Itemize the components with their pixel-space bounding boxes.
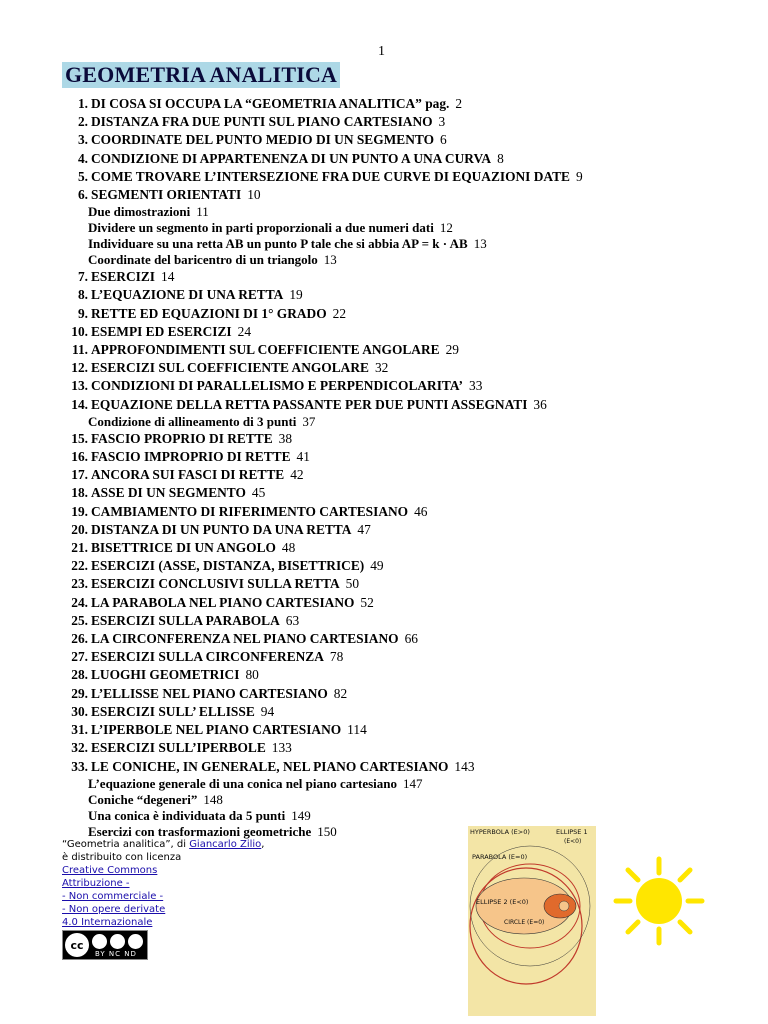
toc-entry-page: 50 xyxy=(345,576,360,592)
toc-entry-title: COORDINATE DEL PUNTO MEDIO DI UN SEGMENTO xyxy=(91,132,434,148)
toc-entry-page: 41 xyxy=(296,449,310,465)
toc-entry-page: 48 xyxy=(281,540,296,556)
toc-entry-title: CONDIZIONI DI PARALLELISMO E PERPENDICOLARITA’ xyxy=(91,378,463,394)
by-icon xyxy=(92,934,107,949)
license-link-international[interactable]: 4.0 Internazionale xyxy=(62,917,153,928)
toc-entry-title: SEGMENTI ORIENTATI xyxy=(91,187,242,203)
conic-sections-figure xyxy=(468,826,596,1016)
toc-entry-title: ESERCIZI SULL’IPERBOLE xyxy=(91,740,266,756)
label-ellipse1: ELLIPSE 1 xyxy=(556,828,588,836)
toc-entry-number: 22. xyxy=(71,558,88,574)
toc-entry-page: 49 xyxy=(370,558,384,574)
toc-entry-number: 29. xyxy=(71,685,88,701)
toc-entry-title: APPROFONDIMENTI SUL COEFFICIENTE ANGOLARE xyxy=(91,342,440,358)
toc-entry-number: 10. xyxy=(71,323,88,339)
toc-entry-number: 18. xyxy=(71,485,88,501)
toc-entry-number: 24. xyxy=(71,594,88,610)
label-ellipse2: ELLIPSE 2 (E<0) xyxy=(476,898,529,906)
toc-entry xyxy=(66,396,756,414)
toc-entry-page: 9 xyxy=(575,168,583,184)
toc-entry-number: 5. xyxy=(77,168,88,184)
toc-entry-title: ASSE DI UN SEGMENTO xyxy=(91,485,246,501)
toc-entry-number: 16. xyxy=(71,449,88,465)
toc-entry xyxy=(66,430,756,448)
toc-entry-number: 13. xyxy=(71,378,88,394)
toc-entry-page: 2 xyxy=(455,96,463,111)
toc-entry-page: 22 xyxy=(332,305,347,321)
toc-entry xyxy=(66,286,756,304)
license-distribution-text: è distribuito con licenza xyxy=(62,852,182,863)
toc-subentry-title: Una conica è individuata da 5 punti xyxy=(88,807,286,823)
toc-entry-title: FASCIO IMPROPRIO DI RETTE xyxy=(91,449,291,465)
toc-entry-title: LUOGHI GEOMETRICI xyxy=(91,667,240,683)
toc-subentry xyxy=(66,414,756,430)
toc-entry xyxy=(66,113,756,131)
toc-entry-number: 3. xyxy=(77,132,88,148)
toc-entry-title: CAMBIAMENTO DI RIFERIMENTO CARTESIANO xyxy=(91,503,409,519)
sun-icon xyxy=(612,855,706,947)
toc-entry-number: 28. xyxy=(71,667,88,683)
toc-entry-number: 4. xyxy=(77,150,88,166)
license-link-attribution[interactable]: Attribuzione - xyxy=(62,878,130,889)
toc-entry-page: 133 xyxy=(271,740,292,756)
toc-entry-page: 3 xyxy=(438,114,446,130)
label-ellipse1-cond: (E<0) xyxy=(564,838,582,845)
toc-subentry xyxy=(66,776,756,792)
toc-entry xyxy=(66,539,756,557)
toc-entry-title: BISETTRICE DI UN ANGOLO xyxy=(91,540,276,556)
toc-entry-number: 11. xyxy=(72,342,88,358)
toc-subentry xyxy=(66,792,756,808)
toc-entry xyxy=(66,503,756,521)
toc-entry-page: 14 xyxy=(161,269,175,285)
toc-subentry xyxy=(66,236,756,252)
author-link[interactable]: Giancarlo Zilio xyxy=(189,839,262,850)
toc-entry-page: 24 xyxy=(237,323,252,339)
toc-entry xyxy=(66,466,756,484)
toc-subentry-title: Dividere un segmento in parti proporzionali a due numeri dati xyxy=(88,220,434,236)
toc-subentry-title: Coniche “degeneri” xyxy=(88,791,198,807)
toc-entry-page: 38 xyxy=(278,430,293,446)
toc-entry xyxy=(66,721,756,739)
toc-subentry-page: 149 xyxy=(291,807,311,823)
toc-entry-number: 8. xyxy=(77,287,88,303)
toc-entry-page: 78 xyxy=(329,649,344,665)
toc-subentry xyxy=(66,220,756,236)
toc-entry-number: 31. xyxy=(71,722,88,738)
toc-subentry-title: Condizione di allineamento di 3 punti xyxy=(88,413,297,429)
toc-entry xyxy=(66,484,756,502)
toc-entry-page: 66 xyxy=(404,631,418,647)
toc-subentry-page: 13 xyxy=(473,236,487,252)
toc-entry-number: 21. xyxy=(71,540,88,556)
toc-entry xyxy=(66,612,756,630)
toc-subentry-title: Due dimostrazioni xyxy=(88,204,191,220)
toc-entry-title: ESERCIZI SULL’ ELLISSE xyxy=(91,703,255,719)
toc-entry-number: 14. xyxy=(71,396,88,412)
toc-entry-title: EQUAZIONE DELLA RETTA PASSANTE PER DUE PUNTI ASSEGNATI xyxy=(91,396,528,412)
toc-entry-title: L’ELLISSE NEL PIANO CARTESIANO xyxy=(91,685,328,701)
toc-entry-title: ESEMPI ED ESERCIZI xyxy=(91,323,232,339)
toc-entry-page: 10 xyxy=(247,187,261,203)
cc-badge-text: BY NC ND xyxy=(95,950,137,958)
toc-entry-page: 52 xyxy=(360,594,374,610)
toc-entry-page: 36 xyxy=(533,396,547,412)
toc-entry-title: ESERCIZI CONCLUSIVI SULLA RETTA xyxy=(91,576,340,592)
license-link-noderivatives[interactable]: - Non opere derivate xyxy=(62,904,166,915)
toc-entry-number: 20. xyxy=(71,521,88,537)
label-circle: CIRCLE (E=0) xyxy=(504,919,545,926)
cc-license-badge[interactable] xyxy=(62,930,148,960)
cc-logo-icon: cc xyxy=(65,933,89,957)
toc-entry-number: 2. xyxy=(77,114,88,130)
toc-entry xyxy=(66,186,756,204)
toc-entry-title: CONDIZIONE DI APPARTENENZA DI UN PUNTO A UNA CURVA xyxy=(91,150,492,166)
toc-entry-page: 82 xyxy=(333,685,348,701)
toc-entry-title: ESERCIZI SULLA PARABOLA xyxy=(91,612,280,628)
toc-subentry-page: 148 xyxy=(203,791,223,807)
toc-entry-title: DISTANZA DI UN PUNTO DA UNA RETTA xyxy=(91,521,352,537)
toc-entry-number: 27. xyxy=(71,649,88,665)
toc-entry-number: 12. xyxy=(71,360,88,376)
toc-entry xyxy=(66,305,756,323)
toc-entry-title: LE CONICHE, IN GENERALE, NEL PIANO CARTESIANO xyxy=(91,758,449,774)
nd-icon xyxy=(128,934,143,949)
toc-entry xyxy=(66,630,756,648)
license-link-creative-commons[interactable]: Creative Commons xyxy=(62,865,158,876)
toc-entry-page: 42 xyxy=(290,467,304,483)
label-parabola: PARABOLA (E=0) xyxy=(472,853,528,861)
toc-entry xyxy=(66,685,756,703)
toc-entry-number: 32. xyxy=(71,740,88,756)
toc-subentry-title: L’equazione generale di una conica nel piano cartesiano xyxy=(88,775,397,791)
toc-subentry xyxy=(66,204,756,220)
toc-entry xyxy=(66,359,756,377)
license-work-title: “Geometria analitica”, di xyxy=(62,839,190,850)
toc-entry xyxy=(66,594,756,612)
toc-entry xyxy=(66,131,756,149)
toc-entry xyxy=(66,448,756,466)
toc-entry xyxy=(66,95,756,113)
toc-entry-page: 114 xyxy=(347,722,367,738)
toc-subentry-page: 147 xyxy=(403,775,423,791)
label-hyperbola: HYPERBOLA (E>0) xyxy=(470,828,530,836)
toc-subentry-page: 13 xyxy=(323,252,337,268)
toc-entry-page: 45 xyxy=(251,485,266,501)
toc-entry xyxy=(66,557,756,575)
toc-entry-title: ESERCIZI xyxy=(91,269,156,285)
toc-entry-number: 19. xyxy=(71,503,88,519)
toc-entry-number: 6. xyxy=(77,187,88,203)
toc-entry xyxy=(66,168,756,186)
toc-entry-title: ESERCIZI SULLA CIRCONFERENZA xyxy=(91,649,324,665)
document-title: GEOMETRIA ANALITICA xyxy=(62,62,340,88)
toc-entry-title: L’EQUAZIONE DI UNA RETTA xyxy=(91,287,284,303)
toc-entry-title: RETTE ED EQUAZIONI DI 1° GRADO xyxy=(91,305,327,321)
license-notice xyxy=(62,838,264,929)
toc-entry-page: 63 xyxy=(285,612,300,628)
toc-subentry-page: 150 xyxy=(317,823,337,839)
circle-shape xyxy=(559,901,569,911)
toc-entry-title: DISTANZA FRA DUE PUNTI SUL PIANO CARTESIANO xyxy=(91,114,433,130)
toc-entry xyxy=(66,521,756,539)
toc-entry-number: 33. xyxy=(71,758,88,774)
license-link-noncommercial[interactable]: - Non commerciale - xyxy=(62,891,164,902)
toc-subentry-page: 37 xyxy=(302,413,316,429)
toc-entry xyxy=(66,575,756,593)
toc-entry-page: 19 xyxy=(289,287,303,303)
toc-entry-title: ESERCIZI (ASSE, DISTANZA, BISETTRICE) xyxy=(91,558,365,574)
toc-entry-number: 1. xyxy=(77,96,88,111)
toc-entry-title: LA CIRCONFERENZA NEL PIANO CARTESIANO xyxy=(91,631,399,647)
toc-subentry xyxy=(66,808,756,824)
toc-entry xyxy=(66,268,756,286)
toc-entry-title: COME TROVARE L’INTERSEZIONE FRA DUE CURVE DI EQUAZIONI DATE xyxy=(91,168,570,184)
toc-entry-title: LA PARABOLA NEL PIANO CARTESIANO xyxy=(91,594,355,610)
toc-entry xyxy=(66,703,756,721)
toc-entry-title: ESERCIZI SUL COEFFICIENTE ANGOLARE xyxy=(91,360,369,376)
nc-icon xyxy=(110,934,125,949)
toc-entry xyxy=(66,648,756,666)
toc-entry-page: 32 xyxy=(374,360,389,376)
toc-entry-page: 94 xyxy=(260,703,275,719)
toc-entry-page: 80 xyxy=(245,667,259,683)
toc-entry-number: 17. xyxy=(71,467,88,483)
toc-entry-title: L’IPERBOLE NEL PIANO CARTESIANO xyxy=(91,722,342,738)
toc-entry-number: 9. xyxy=(77,305,88,321)
toc-entry-number: 23. xyxy=(71,576,88,592)
toc-entry-page: 8 xyxy=(497,150,504,166)
page-number: 1 xyxy=(378,44,385,59)
toc-subentry-page: 12 xyxy=(439,220,453,236)
license-comma: , xyxy=(261,839,265,850)
toc-subentry-title: Individuare su una retta AB un punto P tale che si abbia AP = k · AB xyxy=(88,236,468,252)
table-of-contents xyxy=(66,95,756,840)
toc-entry xyxy=(66,758,756,776)
toc-entry-page: 33 xyxy=(469,378,483,394)
toc-entry xyxy=(66,377,756,395)
toc-entry-title: FASCIO PROPRIO DI RETTE xyxy=(91,430,273,446)
toc-subentry xyxy=(66,252,756,268)
toc-entry-page: 29 xyxy=(445,342,459,358)
toc-entry-page: 6 xyxy=(440,132,447,148)
toc-entry xyxy=(66,666,756,684)
toc-entry-page: 143 xyxy=(454,758,475,774)
toc-entry-page: 46 xyxy=(414,503,428,519)
toc-entry xyxy=(66,323,756,341)
toc-entry xyxy=(66,341,756,359)
toc-entry xyxy=(66,150,756,168)
toc-entry-title: ANCORA SUI FASCI DI RETTE xyxy=(91,467,285,483)
toc-entry-number: 26. xyxy=(71,631,88,647)
toc-entry-number: 7. xyxy=(77,269,88,285)
toc-entry-title: DI COSA SI OCCUPA LA “GEOMETRIA ANALITICA” pag. xyxy=(91,96,450,111)
toc-entry-number: 15. xyxy=(71,430,88,446)
toc-subentry-title: Esercizi con trasformazioni geometriche xyxy=(88,823,312,839)
toc-subentry-title: Coordinate del baricentro di un triangolo xyxy=(88,252,318,268)
toc-entry-number: 30. xyxy=(71,703,88,719)
toc-entry-page: 47 xyxy=(357,521,371,537)
toc-subentry-page: 11 xyxy=(196,204,209,220)
toc-entry xyxy=(66,739,756,757)
toc-entry-number: 25. xyxy=(71,612,88,628)
